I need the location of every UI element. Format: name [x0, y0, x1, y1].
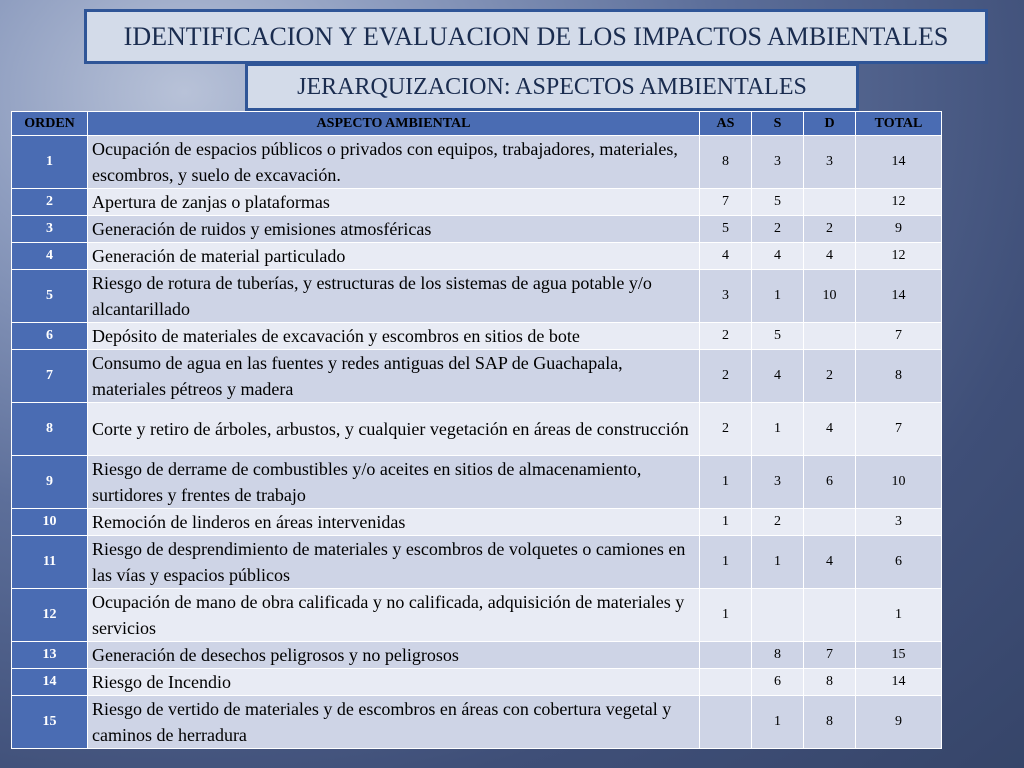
d-cell — [804, 509, 856, 536]
aspecto-cell: Corte y retiro de árboles, arbustos, y cualquier vegetación en áreas de construcción — [88, 403, 700, 456]
total-cell: 14 — [856, 270, 942, 323]
total-cell: 3 — [856, 509, 942, 536]
table-row — [12, 642, 942, 669]
total-cell: 7 — [856, 323, 942, 350]
s-cell: 6 — [752, 669, 804, 696]
total-cell: 8 — [856, 350, 942, 403]
aspecto-cell: Generación de desechos peligrosos y no peligrosos — [88, 642, 700, 669]
as-cell: 3 — [700, 270, 752, 323]
total-cell: 6 — [856, 536, 942, 589]
as-cell: 2 — [700, 350, 752, 403]
aspecto-cell: Ocupación de espacios públicos o privados con equipos, trabajadores, materiales, escombros, y suelo de excavación. — [88, 136, 700, 189]
total-cell: 15 — [856, 642, 942, 669]
d-cell: 2 — [804, 350, 856, 403]
column-header-orden: ORDEN — [12, 112, 88, 136]
s-cell: 1 — [752, 696, 804, 749]
table-row — [12, 536, 942, 589]
table-row — [12, 270, 942, 323]
aspecto-cell: Depósito de materiales de excavación y escombros en sitios de bote — [88, 323, 700, 350]
orden-cell: 13 — [12, 642, 88, 669]
d-cell — [804, 323, 856, 350]
s-cell: 2 — [752, 216, 804, 243]
d-cell: 8 — [804, 696, 856, 749]
orden-cell: 8 — [12, 403, 88, 456]
page-title: IDENTIFICACION Y EVALUACION DE LOS IMPACTOS AMBIENTALES — [84, 9, 988, 64]
column-header-aspecto: ASPECTO AMBIENTAL — [88, 112, 700, 136]
table-row — [12, 350, 942, 403]
orden-cell: 7 — [12, 350, 88, 403]
aspecto-cell: Riesgo de rotura de tuberías, y estructuras de los sistemas de agua potable y/o alcantarillado — [88, 270, 700, 323]
s-cell: 3 — [752, 136, 804, 189]
d-cell — [804, 189, 856, 216]
s-cell — [752, 589, 804, 642]
aspecto-cell: Generación de ruidos y emisiones atmosféricas — [88, 216, 700, 243]
table-row — [12, 589, 942, 642]
table-row — [12, 509, 942, 536]
total-cell: 10 — [856, 456, 942, 509]
table-row — [12, 136, 942, 189]
as-cell: 1 — [700, 536, 752, 589]
as-cell: 1 — [700, 509, 752, 536]
as-cell: 4 — [700, 243, 752, 270]
s-cell: 1 — [752, 403, 804, 456]
orden-cell: 5 — [12, 270, 88, 323]
as-cell: 8 — [700, 136, 752, 189]
aspecto-cell: Riesgo de vertido de materiales y de escombros en áreas con cobertura vegetal y caminos de herradura — [88, 696, 700, 749]
table-row — [12, 243, 942, 270]
total-cell: 12 — [856, 189, 942, 216]
as-cell: 7 — [700, 189, 752, 216]
table-row — [12, 669, 942, 696]
s-cell: 1 — [752, 270, 804, 323]
orden-cell: 1 — [12, 136, 88, 189]
as-cell — [700, 642, 752, 669]
d-cell: 2 — [804, 216, 856, 243]
environmental-aspects-table — [11, 111, 942, 749]
orden-cell: 11 — [12, 536, 88, 589]
total-cell: 7 — [856, 403, 942, 456]
orden-cell: 15 — [12, 696, 88, 749]
s-cell: 1 — [752, 536, 804, 589]
s-cell: 5 — [752, 323, 804, 350]
table-row — [12, 216, 942, 243]
table-header-row — [12, 112, 942, 136]
orden-cell: 12 — [12, 589, 88, 642]
as-cell: 5 — [700, 216, 752, 243]
aspecto-cell: Riesgo de desprendimiento de materiales y escombros de volquetes o camiones en las vías y espacios públicos — [88, 536, 700, 589]
aspecto-cell: Apertura de zanjas o plataformas — [88, 189, 700, 216]
orden-cell: 3 — [12, 216, 88, 243]
as-cell — [700, 669, 752, 696]
orden-cell: 10 — [12, 509, 88, 536]
orden-cell: 9 — [12, 456, 88, 509]
d-cell: 4 — [804, 403, 856, 456]
column-header-s: S — [752, 112, 804, 136]
as-cell: 2 — [700, 403, 752, 456]
aspecto-cell: Generación de material particulado — [88, 243, 700, 270]
aspecto-cell: Ocupación de mano de obra calificada y no calificada, adquisición de materiales y servicios — [88, 589, 700, 642]
table-row — [12, 696, 942, 749]
aspecto-cell: Consumo de agua en las fuentes y redes antiguas del SAP de Guachapala, materiales pétreos y madera — [88, 350, 700, 403]
total-cell: 14 — [856, 136, 942, 189]
total-cell: 9 — [856, 216, 942, 243]
total-cell: 1 — [856, 589, 942, 642]
table-row — [12, 403, 942, 456]
d-cell: 4 — [804, 243, 856, 270]
table-row — [12, 323, 942, 350]
s-cell: 5 — [752, 189, 804, 216]
orden-cell: 6 — [12, 323, 88, 350]
column-header-as: AS — [700, 112, 752, 136]
total-cell: 14 — [856, 669, 942, 696]
d-cell — [804, 589, 856, 642]
as-cell: 2 — [700, 323, 752, 350]
aspecto-cell: Riesgo de derrame de combustibles y/o aceites en sitios de almacenamiento, surtidores y frentes de trabajo — [88, 456, 700, 509]
d-cell: 10 — [804, 270, 856, 323]
as-cell — [700, 696, 752, 749]
d-cell: 3 — [804, 136, 856, 189]
total-cell: 9 — [856, 696, 942, 749]
table-row — [12, 189, 942, 216]
as-cell: 1 — [700, 589, 752, 642]
s-cell: 4 — [752, 243, 804, 270]
s-cell: 8 — [752, 642, 804, 669]
page-subtitle: JERARQUIZACION: ASPECTOS AMBIENTALES — [245, 63, 859, 111]
aspecto-cell: Riesgo de Incendio — [88, 669, 700, 696]
d-cell: 4 — [804, 536, 856, 589]
s-cell: 4 — [752, 350, 804, 403]
s-cell: 2 — [752, 509, 804, 536]
as-cell: 1 — [700, 456, 752, 509]
d-cell: 7 — [804, 642, 856, 669]
orden-cell: 2 — [12, 189, 88, 216]
total-cell: 12 — [856, 243, 942, 270]
aspecto-cell: Remoción de linderos en áreas intervenidas — [88, 509, 700, 536]
column-header-d: D — [804, 112, 856, 136]
d-cell: 8 — [804, 669, 856, 696]
s-cell: 3 — [752, 456, 804, 509]
orden-cell: 14 — [12, 669, 88, 696]
column-header-total: TOTAL — [856, 112, 942, 136]
table-row — [12, 456, 942, 509]
orden-cell: 4 — [12, 243, 88, 270]
d-cell: 6 — [804, 456, 856, 509]
